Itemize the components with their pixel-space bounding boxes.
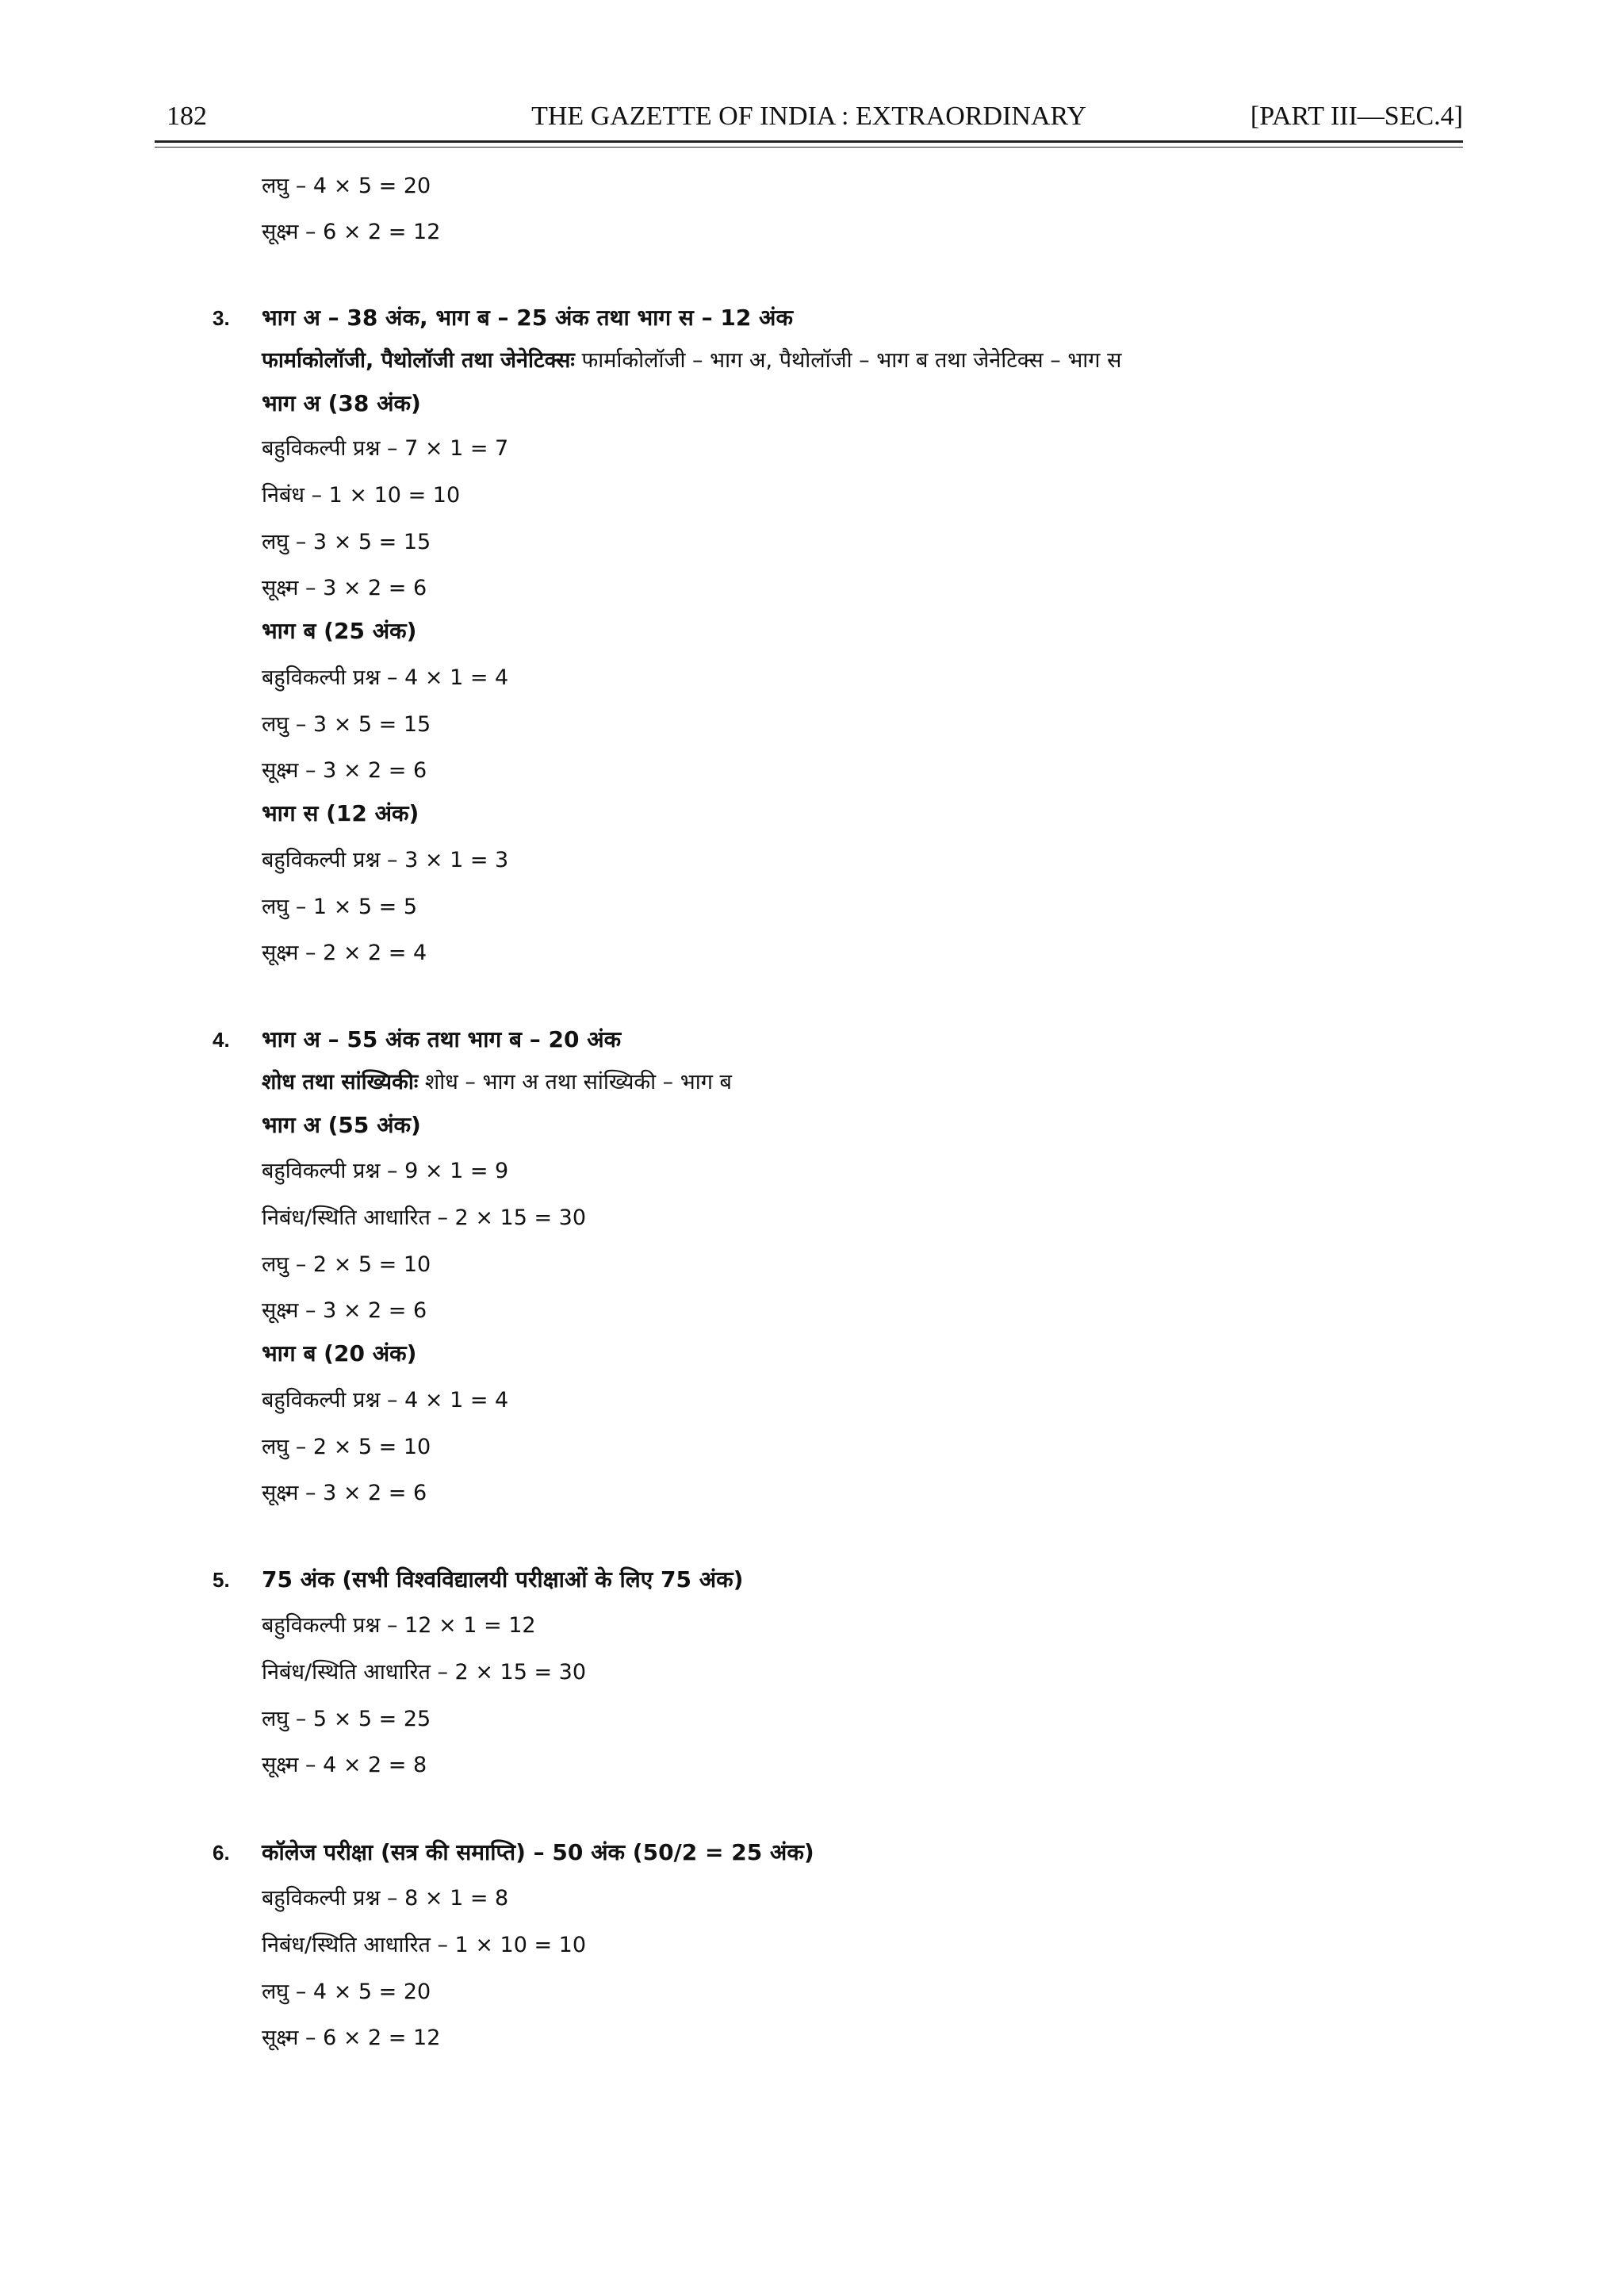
subject-rest: शोध – भाग अ तथा सांख्यिकी – भाग ब	[418, 1070, 732, 1094]
page-header	[155, 97, 1463, 136]
list-item: सूक्ष्म – 3 × 2 = 6	[262, 1481, 427, 1505]
part-title: भाग अ (38 अंक)	[262, 390, 421, 416]
list-item: बहुविकल्पी प्रश्न – 8 × 1 = 8	[262, 1886, 509, 1911]
subject-rest: फार्माकोलॉजी – भाग अ, पैथोलॉजी – भाग ब तथा जेनेटिक्स – भाग स	[574, 348, 1122, 373]
list-item: सूक्ष्म – 6 × 2 = 12	[262, 2026, 441, 2050]
list-item: निबंध/स्थिति आधारित – 2 × 15 = 30	[262, 1660, 587, 1685]
list-item: बहुविकल्पी प्रश्न – 7 × 1 = 7	[262, 436, 509, 461]
gazette-title: THE GAZETTE OF INDIA : EXTRAORDINARY	[531, 102, 1086, 131]
list-item: सूक्ष्म – 4 × 2 = 8	[262, 1753, 427, 1777]
list-item: लघु – 2 × 5 = 10	[262, 1252, 431, 1277]
part-title: भाग ब (20 अंक)	[262, 1340, 417, 1366]
list-item: लघु – 4 × 5 = 20	[262, 174, 431, 198]
section-heading-6: कॉलेज परीक्षा (सत्र की समाप्ति) – 50 अंक (50/2 = 25 अंक)	[262, 1839, 814, 1865]
section-heading-3: भाग अ – 38 अंक, भाग ब – 25 अंक तथा भाग स – 12 अंक	[262, 305, 793, 331]
list-item: सूक्ष्म – 3 × 2 = 6	[262, 758, 427, 783]
page-number: 182	[167, 102, 207, 131]
part-title: भाग ब (25 अंक)	[262, 618, 417, 644]
subject-bold: शोध तथा सांख्यिकीः	[262, 1070, 419, 1094]
subject-line-3	[262, 341, 1121, 381]
list-item: लघु – 5 × 5 = 25	[262, 1707, 431, 1731]
list-item: बहुविकल्पी प्रश्न – 3 × 1 = 3	[262, 848, 509, 872]
part-title: भाग अ (55 अंक)	[262, 1112, 421, 1138]
list-item: लघु – 3 × 5 = 15	[262, 712, 431, 737]
list-item: लघु – 1 × 5 = 5	[262, 895, 418, 919]
part-title: भाग स (12 अंक)	[262, 800, 419, 826]
list-item: लघु – 4 × 5 = 20	[262, 1980, 431, 2004]
list-item: बहुविकल्पी प्रश्न – 12 × 1 = 12	[262, 1613, 536, 1638]
list-item: सूक्ष्म – 2 × 2 = 4	[262, 941, 427, 965]
section-number-5: 5.	[213, 1568, 230, 1592]
list-item: निबंध/स्थिति आधारित – 1 × 10 = 10	[262, 1933, 587, 1957]
list-item: लघु – 2 × 5 = 10	[262, 1435, 431, 1459]
list-item: सूक्ष्म – 3 × 2 = 6	[262, 1298, 427, 1323]
section-heading-4: भाग अ – 55 अंक तथा भाग ब – 20 अंक	[262, 1026, 622, 1052]
list-item: बहुविकल्पी प्रश्न – 9 × 1 = 9	[262, 1159, 509, 1183]
list-item: बहुविकल्पी प्रश्न – 4 × 1 = 4	[262, 1388, 509, 1412]
header-rule-thin	[155, 147, 1463, 148]
section-number-6: 6.	[213, 1841, 230, 1865]
list-item: सूक्ष्म – 3 × 2 = 6	[262, 576, 427, 600]
header-rule-thick	[155, 140, 1463, 143]
subject-bold: फार्माकोलॉजी, पैथोलॉजी तथा जेनेटिक्सः	[262, 348, 575, 373]
list-item: लघु – 3 × 5 = 15	[262, 530, 431, 554]
section-heading-5: 75 अंक (सभी विश्वविद्यालयी परीक्षाओं के लिए 75 अंक)	[262, 1566, 744, 1593]
list-item: निबंध/स्थिति आधारित – 2 × 15 = 30	[262, 1205, 587, 1230]
list-item: बहुविकल्पी प्रश्न – 4 × 1 = 4	[262, 665, 509, 690]
list-item: सूक्ष्म – 6 × 2 = 12	[262, 220, 441, 244]
list-item: निबंध – 1 × 10 = 10	[262, 483, 461, 508]
subject-line-4	[262, 1063, 732, 1102]
section-number-3: 3.	[213, 306, 230, 330]
part-section-label: [PART III—SEC.4]	[1250, 102, 1463, 131]
section-number-4: 4.	[213, 1028, 230, 1052]
